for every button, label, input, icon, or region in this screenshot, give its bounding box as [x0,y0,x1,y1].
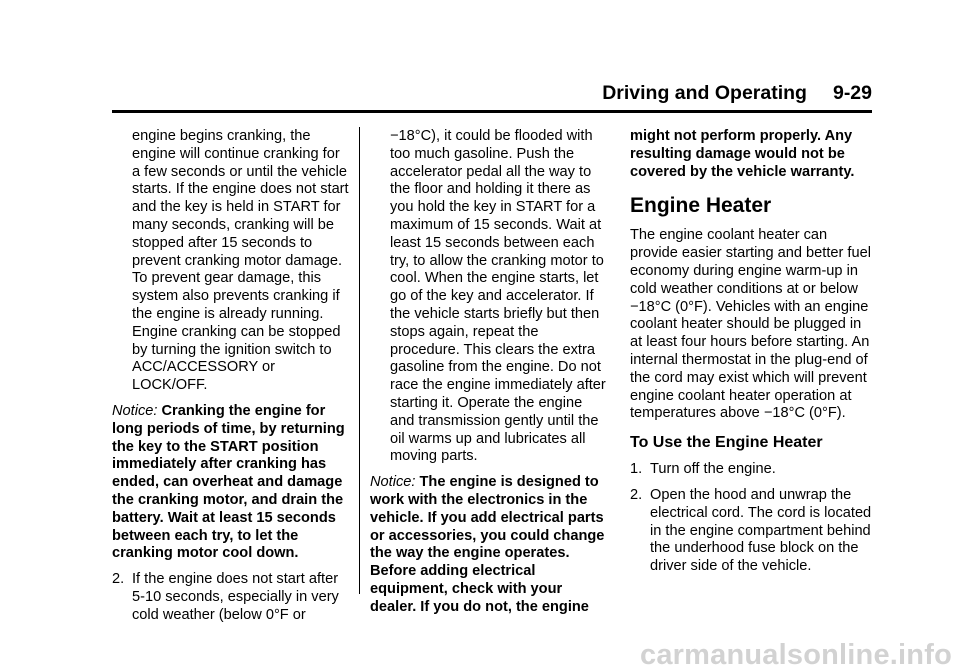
list-number: 2. [112,571,125,588]
notice-cranking [112,403,350,563]
notice-label: Notice: [370,474,416,491]
notice-electronics [370,474,610,616]
notice-continuation: might not perform properly. Any resulting damage would not be covered by the vehicle warranty. [630,128,855,180]
section-heading-engine-heater: Engine Heater [630,194,772,218]
column-middle [370,128,610,617]
watermark: carmanualsonline.info [640,639,952,671]
list-number: 1. [630,461,643,478]
list-number: 2. [630,486,643,503]
engine-heater-body: The engine coolant heater can provide easier starting and better fuel economy during engine warm-up in cold weather conditions at or below −18°C (0°F). Vehicles with an engine coolant heater should be plugged in at least four hours before starting. An internal thermostat in the plug-end of the cord may exist which will prevent engine coolant heater operation at temperatures above −18°C (0°F). [630,227,871,422]
notice-text: Cranking the engine for long periods of time, by returning the key to the START position immediately after cranking has ended, can overheat and damage the cranking motor, and drain the battery. Wait at least 15 seconds between each try, to let the cranking motor cool down. [112,402,345,562]
list-text: Open the hood and unwrap the electrical cord. The cord is located in the engine compartment behind the underhood fuse block on the driver side of the vehicle. [650,486,872,575]
subheading-use-engine-heater: To Use the Engine Heater [630,434,823,452]
list-text: Turn off the engine. [650,461,776,478]
list-item [112,571,350,624]
section-title: Driving and Operating [602,82,807,104]
page-header [112,80,872,113]
flooded-continuation: −18°C), it could be flooded with too much gasoline. Push the accelerator pedal all the way to the floor and holding it there as you hold the key in START for a maximum of 15 seconds. Wait at least 15 seconds between each try, to allow the cranking motor to cool. When the engine starts, let go of the key and accelerator. If the vehicle starts briefly but then stops again, repeat the procedure. This clears the extra gasoline from the engine. Do not race the engine immediately after starting it. Operate the engine and transmission gently until the oil warms up and lubricates all moving parts. [390,128,606,465]
column-right [630,128,874,576]
notice-label: Notice: [112,402,158,419]
column-left [112,128,350,625]
list-item [630,461,874,479]
notice-text: The engine is designed to work with the electronics in the vehicle. If you add electrical parts or accessories, you could change the way the engine operates. Before adding electrical equipment, check with your dealer. If you do not, the engine [370,474,605,615]
cranking-continuation: engine begins cranking, the engine will continue cranking for a few seconds or until the vehicle starts. If the engine does not start and the key is held in START for many seconds, cranking will be stopped after 15 seconds to prevent cranking motor damage. To prevent gear damage, this system also prevents cranking if the engine is already running. Engine cranking can be stopped by turning the ignition switch to ACC/ACCESSORY or LOCK/OFF. [132,128,349,394]
list-text: If the engine does not start after 5-10 seconds, especially in very cold weather (below 0°F or [132,571,339,623]
page-number: 9-29 [832,82,872,104]
column-divider [359,127,360,594]
list-item [630,487,874,576]
